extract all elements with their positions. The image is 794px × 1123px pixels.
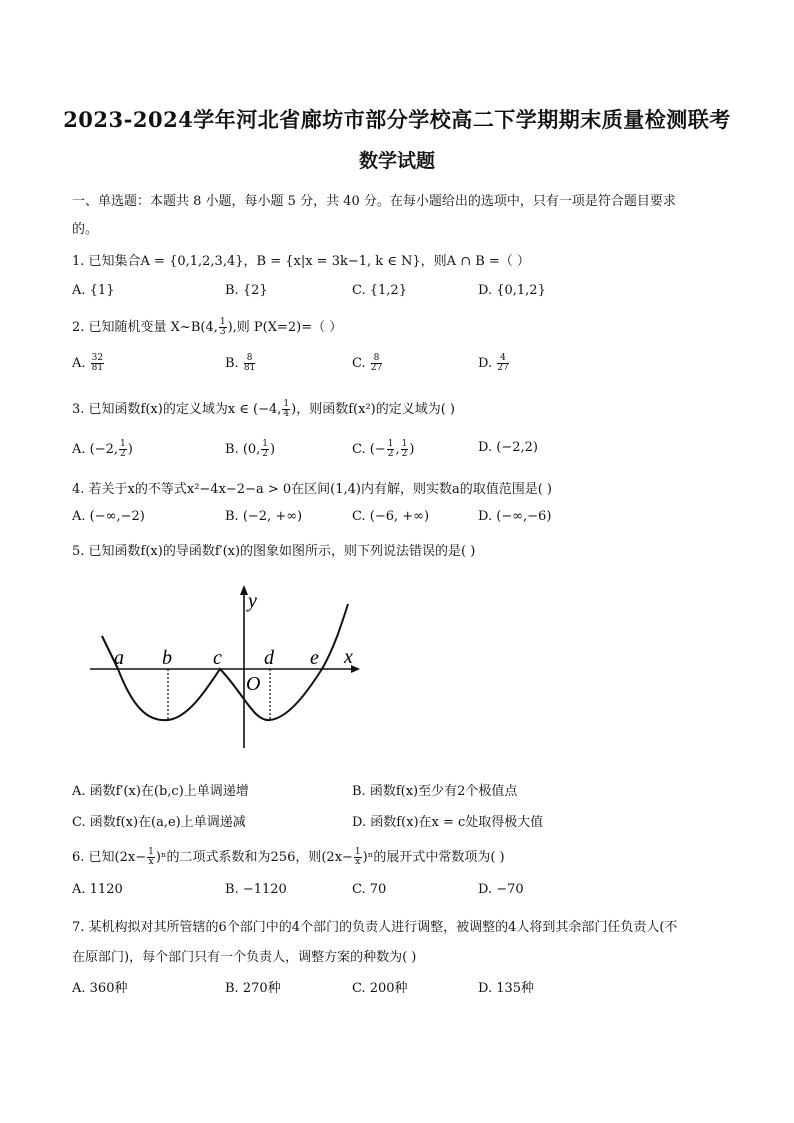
q5-option-a: A. 函数f′(x)在(b,c)上单调递增 (72, 784, 249, 799)
q4-option-c: C. (−6, +∞) (352, 509, 430, 524)
q2-stem-frac: $\frac{1}{3}$ (219, 317, 226, 337)
q6-option-a: A. 1120 (72, 882, 123, 897)
q4-option-d: D. (−∞,−6) (478, 509, 552, 524)
section-instructions: 一、单选题：本题共 8 小题，每小题 5 分，共 40 分。在每小题给出的选项中，只有一项是符合题目要求 (72, 194, 676, 209)
q5-stem: 5. 已知函数f(x)的导函数f′(x)的图象如图所示，则下列说法错误的是( ) (72, 544, 476, 559)
y-label: y (248, 590, 257, 612)
q2-option-b: B. $\frac{8}{81}$ (225, 353, 256, 373)
derivative-graph (88, 582, 368, 754)
paper-subtitle: 数学试题 (358, 150, 435, 172)
q4-stem: 4. 若关于x的不等式x²−4x−2−a > 0在区间(1,4)内有解，则实数a的取值范围是( ) (72, 482, 552, 497)
q6-option-b: B. −1120 (225, 882, 287, 897)
q1-stem: 1. 已知集合A = {0,1,2,3,4}，B = {x|x = 3k−1, k ∈ N}，则A ∩ B =（ ） (72, 254, 530, 269)
q1-option-a: A. {1} (72, 283, 115, 298)
q3-option-b: B. (0, $\frac{1}{2}$ ) (225, 439, 276, 459)
q7-option-d: D. 135种 (478, 981, 535, 996)
a-label: a (114, 647, 124, 669)
q1-option-d: D. {0,1,2} (478, 283, 546, 298)
section-instructions-cont: 的。 (72, 222, 99, 237)
q1-option-c: C. {1,2} (352, 283, 407, 298)
q6-option-d: D. −70 (478, 882, 524, 897)
q6-option-c: C. 70 (352, 882, 387, 897)
q5-option-c: C. 函数f(x)在(a,e)上单调递减 (72, 815, 246, 830)
e-label: e (310, 647, 319, 669)
q2-stem-post: ),则 P(X=2)=（ ） (227, 320, 343, 335)
q4-option-b: B. (−2, +∞) (225, 509, 303, 524)
d-label: d (264, 647, 274, 669)
q2-option-a: A. $\frac{32}{81}$ (72, 353, 104, 373)
q3-option-d: D. (−2,2) (478, 440, 538, 455)
q7-stem: 7. 某机构拟对其所管辖的6个部门中的4个部门的负责人进行调整，被调整的4人将到其余部门任负责人(不 (72, 920, 678, 935)
q7-stem-cont: 在原部门)，每个部门只有一个负责人，调整方案的种数为( ) (72, 950, 417, 965)
q2-option-c: C. $\frac{8}{27}$ (352, 353, 383, 373)
q3-option-c: C. (− $\frac{1}{2}$ , $\frac{1}{2}$ ) (352, 439, 415, 459)
q7-option-b: B. 270种 (225, 981, 281, 996)
q7-option-c: C. 200种 (352, 981, 408, 996)
q2-option-d: D. $\frac{4}{27}$ (478, 353, 509, 373)
q2-stem (72, 316, 342, 337)
q7-option-a: A. 360种 (72, 981, 128, 996)
c-label: c (213, 647, 222, 669)
q3-option-a: A. (−2, $\frac{1}{2}$ ) (72, 439, 133, 459)
q2-stem-pre: 2. 已知随机变量 X~B(4, (72, 320, 218, 335)
y-axis-arrow-icon (240, 585, 248, 595)
q5-option-d: D. 函数f(x)在x = c处取得极大值 (352, 815, 544, 830)
q4-option-a: A. (−∞,−2) (72, 509, 145, 524)
x-label: x (344, 646, 353, 668)
q5-option-b: B. 函数f(x)至少有2个极值点 (352, 784, 518, 799)
q1-option-b: B. {2} (225, 283, 268, 298)
paper-title: 2023-2024学年河北省廊坊市部分学校高二下学期期末质量检测联考 (63, 107, 731, 132)
b-label: b (162, 647, 172, 669)
q6-stem: 6. 已知(2x− $\frac{1}{x}$ )ⁿ的二项式系数和为256，则(2x− $\frac{1}{x}$ )ⁿ的展开式中常数项为( ) (72, 847, 505, 867)
origin-label: O (246, 673, 261, 695)
q3-stem: 3. 已知函数f(x)的定义域为x ∈ (−4, $\frac{1}{4}$ )，则函数f(x²)的定义域为( ) (72, 399, 456, 419)
